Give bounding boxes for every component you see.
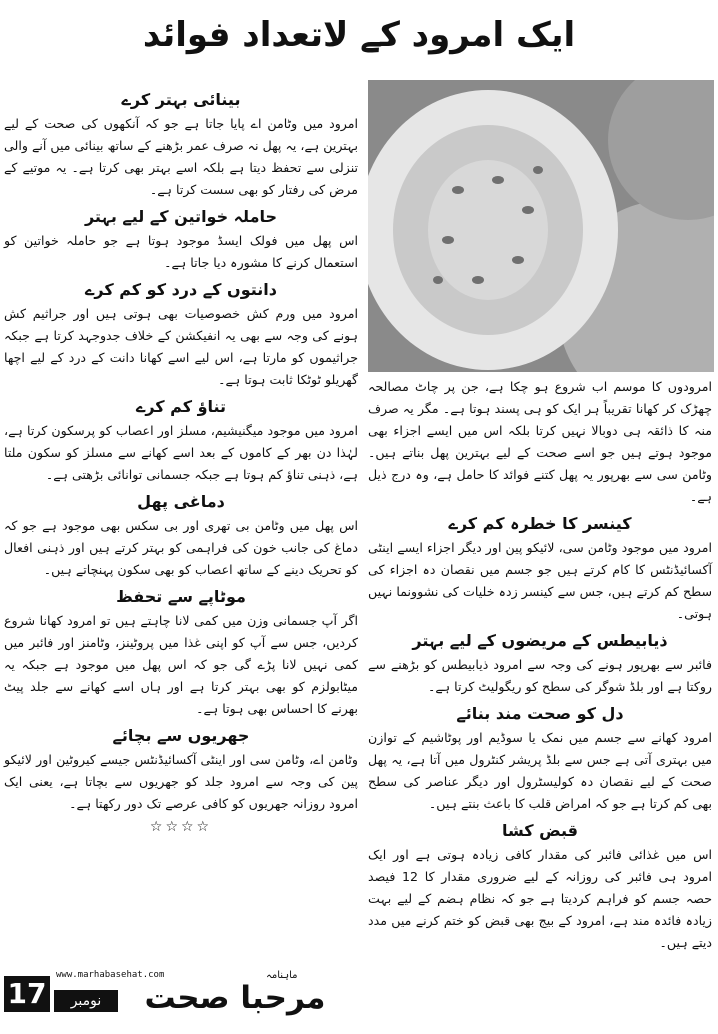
section-text: وٹامن اے، وٹامن سی اور اینٹی آکسائیڈنٹس جیسے کیروٹین اور لائیکو پین کی وجہ سے امرود جلد کو جھریوں سے بچاتا ہے، یعنی ایک امرود روزانہ جھریوں کو کافی عرصے تک دور رکھتا ہے۔ <box>4 752 358 811</box>
section-text: امرود میں ورم کش خصوصیات بھی ہوتی ہیں اور جراثیم کش ہونے کی وجہ سے بھی یہ انفیکشن کے خلاف جدوجہد کرتا ہے جبکہ جراثیموں کو مارتا ہے، اس لیے اسے کھانا دانت کے درد کے لیے اچھا گھریلو ٹوٹکا ثابت ہوتا ہے۔ <box>4 306 358 387</box>
section-text: امرود میں موجود میگنیشیم، مسلز اور اعصاب کو پرسکون کرتا ہے، لہٰذا دن بھر کے کاموں کے بعد اسے کھانے سے مسلز کو سکون ملتا ہے، ذہنی تناؤ کم ہوتا ہے جبکہ جسمانی توانائی بڑھتی ہے۔ <box>4 423 358 482</box>
section-heading: جھریوں سے بچائے <box>112 726 250 745</box>
magazine-name: مرحبا صحت <box>144 980 326 1016</box>
section-text: فائبر سے بھرپور ہونے کی وجہ سے امرود ذیابیطس کو بڑھنے سے روکتا ہے اور بلڈ شوگر کی سطح کو ریگولیٹ کرتا ہے۔ <box>368 657 712 694</box>
section-pregnancy <box>4 207 358 274</box>
right-column <box>368 376 712 958</box>
section-heart <box>368 704 712 815</box>
section-text: اس میں غذائی فائبر کی مقدار کافی زیادہ ہوتی ہے اور ایک امرود ہی فائبر کی روزانہ کے لیے ضروری مقدار کا 12 فیصد حصہ جسم کو فراہم کردیتا ہے جو کہ نظام ہضم کے لیے بہت زیادہ فائدہ مند ہے، امرود کے بیج بھی قبض کو ختم کرنے میں مدد دیتے ہیں۔ <box>368 847 712 950</box>
section-obesity <box>4 587 358 720</box>
section-diabetes <box>368 631 712 698</box>
section-cancer <box>368 514 712 625</box>
section-heading: حاملہ خواتین کے لیے بہتر <box>84 207 278 226</box>
section-brain <box>4 492 358 581</box>
section-heading: بینائی بہتر کرے <box>121 90 241 109</box>
section-heading: دل کو صحت مند بنائے <box>456 704 624 723</box>
magazine-footer <box>4 968 349 1031</box>
section-stress <box>4 397 358 486</box>
section-text: اس پھل میں وٹامن بی تھری اور بی سکس بھی موجود ہے جو کہ دماغ کی جانب خون کی فراہمی کو بہتر کرتے ہیں اور ذہنی افعال کو تحریک دینے کے ساتھ اعصاب کو بھی سکون پہنچاتے ہیں۔ <box>4 518 358 577</box>
page-number: 17 <box>4 976 50 1012</box>
section-toothache <box>4 280 358 391</box>
section-text: امرود میں وٹامن اے پایا جاتا ہے جو کہ آنکھوں کی صحت کے لیے بہترین ہے، یہ پھل نہ صرف عمر بڑھنے کے ساتھ بینائی میں آنے والی تنزلی سے تحفظ دیتا ہے بلکہ اسے بہتر بھی کرتا ہے۔ یہ موتیے کے مرض کی رفتار کو بھی سست کرتا ہے۔ <box>4 116 358 197</box>
section-heading: ذیابیطس کے مریضوں کے لیے بہتر <box>412 631 668 650</box>
guava-photo <box>368 80 714 372</box>
section-heading: کینسر کا خطرہ کم کرے <box>448 514 632 533</box>
website-url: www.marhabasehat.com <box>56 970 165 980</box>
issue-date: نومبر 2017ء <box>54 990 118 1012</box>
monthly-label: ماہنامہ <box>266 970 298 981</box>
intro-text: امرودوں کا موسم اب شروع ہو چکا ہے، جن پر چاٹ مصالحہ چھڑک کر کھانا تقریباً ہر ایک کو ہی پسند ہوتا ہے۔ مگر یہ صرف منہ کا ذائقہ ہی دوبالا نہیں کرتا بلکہ اس میں ایسے اجزاء بھی موجود ہوتے ہیں جو اسے صحت کے لیے بہترین پھل بناتے ہیں۔ وٹامن سی سے بھرپور یہ پھل کتنے فوائد کا حامل ہے، وہ درج ذیل ہے۔ <box>368 379 712 504</box>
left-column <box>4 84 358 835</box>
section-eyesight <box>4 90 358 201</box>
section-heading: قبض کشا <box>502 821 578 840</box>
section-text: اگر آپ جسمانی وزن میں کمی لانا چاہتے ہیں تو امرود کھانا شروع کردیں، جس سے آپ کو اپنی غذا میں پروٹینز، وٹامنز اور فائبر میں کمی نہیں لانا پڑے گی جو کہ اس پھل میں موجود ہے جبکہ یہ میٹابولزم کو بھی بہتر کرتا ہے اور ہاں اسے کھانے سے جلد پیٹ بھرنے کا احساس بھی ہوتا ہے۔ <box>4 613 358 716</box>
section-intro <box>368 376 712 508</box>
section-heading: دماغی پھل <box>137 492 225 511</box>
section-heading: موٹاپے سے تحفظ <box>116 587 246 606</box>
section-text: امرود میں موجود وٹامن سی، لائیکو پین اور دیگر اجزاء ایسے اینٹی آکسائیڈنٹس کا کام کرتے ہیں جو جسم میں نقصان دہ اجزاء کی سطح کم کرتے ہیں، جس سے کینسر زدہ خلیات کی نشوونما نہیں ہوتی۔ <box>368 540 712 621</box>
article-title: ایک امرود کے لاتعداد فوائد <box>142 15 576 55</box>
section-constipation <box>368 821 712 954</box>
section-wrinkles <box>4 726 358 815</box>
section-heading: دانتوں کے درد کو کم کرے <box>85 280 277 299</box>
section-text: اس پھل میں فولک ایسڈ موجود ہوتا ہے جو حاملہ خواتین کو استعمال کرنے کا مشورہ دیا جاتا ہے۔ <box>4 233 358 270</box>
section-text: امرود کھانے سے جسم میں نمک یا سوڈیم اور پوٹاشیم کے توازن میں بہتری آتی ہے جس سے بلڈ پریشر کنٹرول میں آتا ہے، یہ پھل صحت کے لیے نقصان دہ کولیسٹرول اور دیگر عناصر کی سطح بھی کم کرتا ہے جو کہ امراض قلب کا باعث بنتے ہیں۔ <box>368 730 712 811</box>
section-heading: تناؤ کم کرے <box>135 397 227 416</box>
end-stars: ☆☆☆☆ <box>149 819 213 835</box>
